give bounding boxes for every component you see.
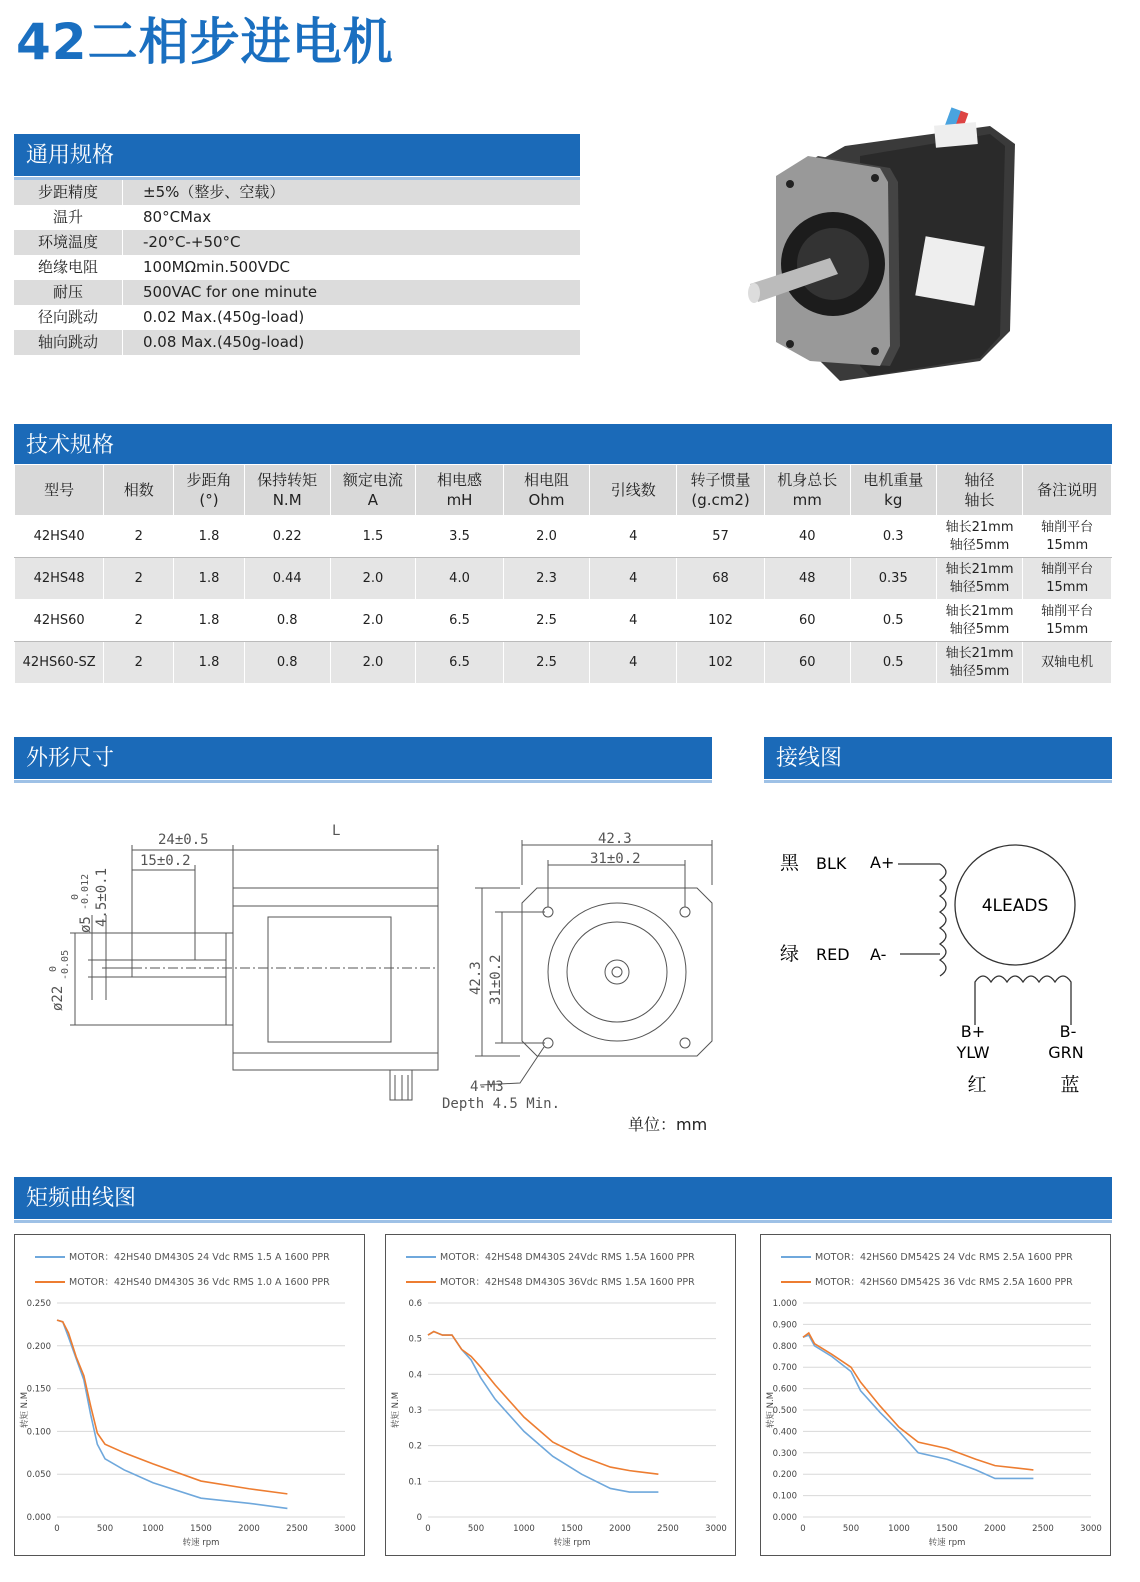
x-tick-label: 1000 bbox=[888, 1524, 910, 1534]
legend-label: MOTOR：42HS40 DM430S 24 Vdc RMS 1.5 A 1600 PPR bbox=[69, 1252, 330, 1263]
page-title: 42二相步进电机 bbox=[16, 13, 394, 71]
table-cell: 60 bbox=[764, 600, 850, 642]
dim-d22-tol: -0.05 bbox=[60, 949, 71, 980]
spec-value: 0.08 Max.(450g-load) bbox=[143, 333, 305, 351]
table-cell: 4 bbox=[590, 516, 677, 558]
x-tick-label: 3000 bbox=[705, 1524, 727, 1534]
dim-d5: ø5 bbox=[78, 916, 94, 933]
x-tick-label: 2500 bbox=[286, 1524, 308, 1534]
wire-a-minus: A- bbox=[870, 945, 887, 964]
series-line bbox=[428, 1332, 658, 1493]
wire-red: RED bbox=[816, 945, 850, 964]
y-tick-label: 0 bbox=[416, 1513, 422, 1523]
tech-spec-table bbox=[14, 464, 1112, 684]
table-cell: 0.8 bbox=[244, 642, 330, 684]
spec-key: 环境温度 bbox=[14, 230, 123, 255]
spec-key: 径向跳动 bbox=[14, 305, 123, 330]
tech-col-label: 电机重量 bbox=[863, 471, 924, 489]
table-cell: 42HS60-SZ bbox=[15, 642, 104, 684]
table-cell: 0.8 bbox=[244, 600, 330, 642]
table-cell: 40 bbox=[764, 516, 850, 558]
dim-45: 4.5±0.1 bbox=[94, 867, 110, 927]
table-cell: 2.3 bbox=[503, 558, 589, 600]
dim-d5-tol0: 0 bbox=[70, 893, 81, 900]
y-tick-label: 0.100 bbox=[26, 1427, 51, 1438]
table-cell bbox=[936, 642, 1023, 684]
legend-label: MOTOR：42HS60 DM542S 36 Vdc RMS 2.5A 1600 PPR bbox=[815, 1277, 1073, 1288]
y-tick-label: 0.1 bbox=[408, 1477, 422, 1488]
tech-col-header bbox=[764, 465, 850, 516]
y-tick-label: 0.200 bbox=[772, 1470, 797, 1481]
legend-label: MOTOR：42HS60 DM542S 24 Vdc RMS 2.5A 1600 PPR bbox=[815, 1252, 1073, 1263]
table-cell: 42HS60 bbox=[15, 600, 104, 642]
table-cell-line: 轴长21mm bbox=[945, 561, 1014, 577]
y-axis-label: 转矩 N.M bbox=[20, 1391, 30, 1429]
table-cell: 0.22 bbox=[244, 516, 330, 558]
tech-col-header bbox=[244, 465, 330, 516]
tech-col-header bbox=[416, 465, 504, 516]
wiring-diagram bbox=[770, 835, 1110, 1105]
x-tick-label: 0 bbox=[54, 1524, 60, 1534]
dims-header: 外形尺寸 bbox=[14, 737, 712, 779]
legend-label: MOTOR：42HS48 DM430S 36Vdc RMS 1.5A 1600 PPR bbox=[440, 1277, 695, 1288]
y-tick-label: 0.200 bbox=[26, 1341, 51, 1352]
tech-col-label: A bbox=[367, 491, 379, 509]
tech-col-header bbox=[503, 465, 589, 516]
table-cell-line: 轴长21mm bbox=[945, 519, 1014, 535]
dim-d22-tol0: 0 bbox=[48, 965, 59, 972]
y-tick-label: 0.3 bbox=[408, 1406, 422, 1416]
table-cell: 4 bbox=[590, 600, 677, 642]
table-cell: 57 bbox=[677, 516, 765, 558]
spec-value: 500VAC for one minute bbox=[143, 283, 318, 301]
tech-col-label: 机身总长 bbox=[777, 471, 838, 489]
general-spec-header: 通用规格 bbox=[14, 134, 580, 176]
y-tick-label: 0.300 bbox=[772, 1448, 797, 1459]
dim-31: 31±0.2 bbox=[590, 851, 641, 867]
table-cell bbox=[936, 516, 1023, 558]
spec-row bbox=[14, 230, 580, 255]
dim-42-3-v: 42.3 bbox=[468, 961, 484, 995]
table-cell: 2 bbox=[104, 558, 174, 600]
tech-col-header bbox=[590, 465, 677, 516]
x-tick-label: 2500 bbox=[1032, 1524, 1054, 1534]
table-cell-line: 轴径5mm bbox=[949, 663, 1010, 679]
tech-col-label: 引线数 bbox=[610, 481, 656, 499]
table-cell: 2 bbox=[104, 516, 174, 558]
table-cell: 68 bbox=[677, 558, 765, 600]
table-cell: 0.5 bbox=[850, 600, 936, 642]
tech-col-header bbox=[174, 465, 244, 516]
y-tick-label: 0.150 bbox=[26, 1384, 51, 1395]
tech-col-header bbox=[677, 465, 765, 516]
dim-d22: ø22 bbox=[50, 985, 66, 1011]
spec-row bbox=[14, 280, 580, 305]
x-tick-label: 3000 bbox=[334, 1524, 356, 1534]
table-row bbox=[15, 642, 1112, 684]
table-cell: 48 bbox=[764, 558, 850, 600]
spec-value: 0.02 Max.(450g-load) bbox=[143, 308, 305, 326]
table-cell-line: 15mm bbox=[1046, 621, 1089, 637]
spec-key: 温升 bbox=[14, 205, 123, 230]
table-cell: 2.0 bbox=[330, 642, 416, 684]
table-cell-line: 轴长21mm bbox=[945, 603, 1014, 619]
table-cell bbox=[936, 600, 1023, 642]
x-tick-label: 1500 bbox=[190, 1524, 212, 1534]
table-cell: 102 bbox=[677, 642, 765, 684]
y-tick-label: 0.400 bbox=[772, 1427, 797, 1438]
table-cell: 1.8 bbox=[174, 558, 244, 600]
spec-value: -20°C-+50°C bbox=[143, 233, 241, 251]
dim-m3: 4-M3 bbox=[470, 1079, 504, 1095]
table-cell: 60 bbox=[764, 642, 850, 684]
wire-blue-cn: 蓝 bbox=[1060, 1074, 1080, 1096]
dim-42-3: 42.3 bbox=[598, 831, 632, 847]
table-cell: 2 bbox=[104, 600, 174, 642]
table-cell: 1.5 bbox=[330, 516, 416, 558]
x-tick-label: 500 bbox=[96, 1524, 114, 1534]
tech-col-header bbox=[936, 465, 1023, 516]
leads-label: 4LEADS bbox=[981, 896, 1049, 916]
x-tick-label: 0 bbox=[425, 1524, 431, 1534]
y-tick-label: 0.2 bbox=[408, 1441, 422, 1452]
table-cell: 42HS48 bbox=[15, 558, 104, 600]
wire-b-plus: B+ bbox=[960, 1022, 986, 1041]
table-cell: 42HS40 bbox=[15, 516, 104, 558]
x-tick-label: 1500 bbox=[936, 1524, 958, 1534]
table-cell-line: 15mm bbox=[1046, 579, 1089, 595]
series-line bbox=[57, 1320, 287, 1508]
tech-col-label: N.M bbox=[272, 491, 302, 509]
chart-42hs48 bbox=[385, 1234, 736, 1556]
y-tick-label: 0.700 bbox=[772, 1363, 797, 1374]
spec-row bbox=[14, 305, 580, 330]
motor-label bbox=[915, 236, 985, 306]
y-tick-label: 0.000 bbox=[26, 1513, 51, 1523]
x-tick-label: 1500 bbox=[561, 1524, 583, 1534]
dimension-drawing bbox=[40, 815, 720, 1115]
legend-label: MOTOR：42HS48 DM430S 24Vdc RMS 1.5A 1600 PPR bbox=[440, 1252, 695, 1263]
spec-key: 轴向跳动 bbox=[14, 330, 123, 355]
table-cell-line: 轴径5mm bbox=[949, 579, 1010, 595]
tech-col-header bbox=[104, 465, 174, 516]
table-cell bbox=[1023, 516, 1112, 558]
table-cell: 4 bbox=[590, 558, 677, 600]
table-cell: 2.0 bbox=[330, 600, 416, 642]
y-tick-label: 0.4 bbox=[408, 1370, 422, 1381]
table-cell-line: 双轴电机 bbox=[1041, 654, 1094, 670]
chart-42hs40 bbox=[14, 1234, 365, 1556]
y-tick-label: 0.050 bbox=[26, 1470, 51, 1481]
table-cell-line: 轴径5mm bbox=[949, 621, 1010, 637]
table-cell: 6.5 bbox=[416, 642, 504, 684]
table-cell-line: 轴削平台 bbox=[1041, 603, 1094, 619]
table-cell: 102 bbox=[677, 600, 765, 642]
wire-grn: GRN bbox=[1048, 1043, 1084, 1062]
table-cell bbox=[1023, 600, 1112, 642]
table-cell: 2.0 bbox=[330, 558, 416, 600]
table-cell: 4 bbox=[590, 642, 677, 684]
x-tick-label: 2000 bbox=[609, 1524, 631, 1534]
y-tick-label: 0.800 bbox=[772, 1341, 797, 1352]
general-spec-table bbox=[14, 180, 580, 355]
table-cell-line: 轴径5mm bbox=[949, 537, 1010, 553]
table-cell: 1.8 bbox=[174, 600, 244, 642]
table-cell: 0.44 bbox=[244, 558, 330, 600]
y-tick-label: 1.000 bbox=[772, 1299, 797, 1309]
x-tick-label: 3000 bbox=[1080, 1524, 1102, 1534]
tech-col-label: 轴径 bbox=[964, 471, 995, 489]
table-cell: 0.5 bbox=[850, 642, 936, 684]
spec-value: 100MΩmin.500VDC bbox=[143, 258, 291, 276]
table-cell: 4.0 bbox=[416, 558, 504, 600]
wire-ylw: YLW bbox=[956, 1043, 990, 1062]
spec-key: 绝缘电阻 bbox=[14, 255, 123, 280]
tech-col-label: Ohm bbox=[528, 491, 565, 509]
tech-col-label: mH bbox=[446, 491, 473, 509]
x-tick-label: 500 bbox=[467, 1524, 485, 1534]
spec-row bbox=[14, 330, 580, 355]
y-tick-label: 0.500 bbox=[772, 1406, 797, 1416]
x-tick-label: 2000 bbox=[238, 1524, 260, 1534]
tech-spec-header: 技术规格 bbox=[14, 424, 1112, 466]
y-axis-label: 转矩 N.M bbox=[391, 1391, 401, 1429]
spec-key: 耐压 bbox=[14, 280, 123, 305]
dim-15: 15±0.2 bbox=[140, 853, 191, 869]
y-tick-label: 0.5 bbox=[408, 1334, 422, 1345]
y-tick-label: 0.250 bbox=[26, 1299, 51, 1309]
tech-col-label: 相电阻 bbox=[524, 471, 570, 489]
x-tick-label: 2000 bbox=[984, 1524, 1006, 1534]
tech-col-header bbox=[1023, 465, 1112, 516]
table-cell: 2 bbox=[104, 642, 174, 684]
spec-row bbox=[14, 205, 580, 230]
dim-24: 24±0.5 bbox=[158, 832, 209, 848]
x-tick-label: 0 bbox=[800, 1524, 806, 1534]
tech-col-header bbox=[15, 465, 104, 516]
spec-value: 80°CMax bbox=[143, 208, 212, 226]
y-tick-label: 0.000 bbox=[772, 1513, 797, 1523]
x-axis-label: 转速 rpm bbox=[182, 1538, 220, 1548]
tech-col-label: 额定电流 bbox=[342, 471, 403, 489]
table-row bbox=[15, 558, 1112, 600]
tech-col-label: 相数 bbox=[123, 481, 154, 499]
x-axis-label: 转速 rpm bbox=[553, 1538, 591, 1548]
table-cell: 0.35 bbox=[850, 558, 936, 600]
tech-col-header bbox=[330, 465, 416, 516]
table-cell bbox=[1023, 642, 1112, 684]
x-tick-label: 2500 bbox=[657, 1524, 679, 1534]
x-tick-label: 1000 bbox=[142, 1524, 164, 1534]
tech-col-label: 步距角 bbox=[186, 471, 232, 489]
wire-red-cn: 红 bbox=[967, 1074, 987, 1096]
dim-31-v: 31±0.2 bbox=[488, 954, 504, 1005]
wire-black-cn: 黑 bbox=[780, 852, 800, 874]
wire-blk: BLK bbox=[816, 854, 847, 873]
motor-photo bbox=[740, 96, 1030, 386]
table-cell: 2.5 bbox=[503, 600, 589, 642]
wire-green-cn: 绿 bbox=[780, 943, 800, 965]
spec-row bbox=[14, 255, 580, 280]
curves-header: 矩频曲线图 bbox=[14, 1177, 1112, 1219]
table-cell-line: 轴削平台 bbox=[1041, 519, 1094, 535]
tech-col-header bbox=[850, 465, 936, 516]
table-cell: 1.8 bbox=[174, 516, 244, 558]
table-cell-line: 轴削平台 bbox=[1041, 561, 1094, 577]
spec-row bbox=[14, 180, 580, 205]
table-cell-line: 轴长21mm bbox=[945, 645, 1014, 661]
dim-L: L bbox=[332, 823, 341, 839]
table-cell: 6.5 bbox=[416, 600, 504, 642]
y-tick-label: 0.6 bbox=[408, 1299, 422, 1309]
series-line bbox=[803, 1333, 1033, 1470]
spec-value: ±5%（整步、空载） bbox=[143, 183, 285, 201]
y-tick-label: 0.600 bbox=[772, 1384, 797, 1395]
tech-col-label: 保持转矩 bbox=[257, 471, 318, 489]
tech-col-label: 备注说明 bbox=[1037, 481, 1098, 499]
table-cell bbox=[936, 558, 1023, 600]
tech-col-label: 型号 bbox=[44, 481, 75, 499]
wire-b-minus: B- bbox=[1059, 1022, 1077, 1041]
legend-label: MOTOR：42HS40 DM430S 36 Vdc RMS 1.0 A 1600 PPR bbox=[69, 1277, 330, 1288]
series-line bbox=[803, 1335, 1033, 1478]
table-cell: 0.3 bbox=[850, 516, 936, 558]
y-axis-label: 转矩 N.M bbox=[766, 1391, 776, 1429]
tech-col-label: kg bbox=[884, 491, 903, 509]
x-tick-label: 1000 bbox=[513, 1524, 535, 1534]
table-row bbox=[15, 600, 1112, 642]
tech-col-label: (g.cm2) bbox=[691, 491, 750, 509]
table-cell: 3.5 bbox=[416, 516, 504, 558]
table-cell: 1.8 bbox=[174, 642, 244, 684]
table-cell: 2.0 bbox=[503, 516, 589, 558]
wire-a-plus: A+ bbox=[870, 853, 895, 872]
table-cell: 2.5 bbox=[503, 642, 589, 684]
table-row bbox=[15, 516, 1112, 558]
wiring-header: 接线图 bbox=[764, 737, 1112, 779]
spec-key: 步距精度 bbox=[14, 180, 123, 205]
tech-col-label: (°) bbox=[199, 491, 219, 509]
y-tick-label: 0.100 bbox=[772, 1491, 797, 1502]
y-tick-label: 0.900 bbox=[772, 1320, 797, 1331]
tech-col-label: 转子惯量 bbox=[690, 471, 751, 489]
dim-depth: Depth 4.5 Min. bbox=[442, 1096, 561, 1112]
unit-label: 单位：mm bbox=[628, 1115, 708, 1134]
tech-col-label: mm bbox=[792, 491, 822, 509]
dim-d5-tol: -0.012 bbox=[80, 873, 91, 910]
tech-col-label: 轴长 bbox=[964, 491, 995, 509]
table-cell-line: 15mm bbox=[1046, 537, 1089, 553]
x-axis-label: 转速 rpm bbox=[928, 1538, 966, 1548]
tech-col-label: 相电感 bbox=[437, 471, 483, 489]
series-line bbox=[428, 1332, 658, 1475]
x-tick-label: 500 bbox=[842, 1524, 860, 1534]
table-cell bbox=[1023, 558, 1112, 600]
chart-42hs60 bbox=[760, 1234, 1111, 1556]
